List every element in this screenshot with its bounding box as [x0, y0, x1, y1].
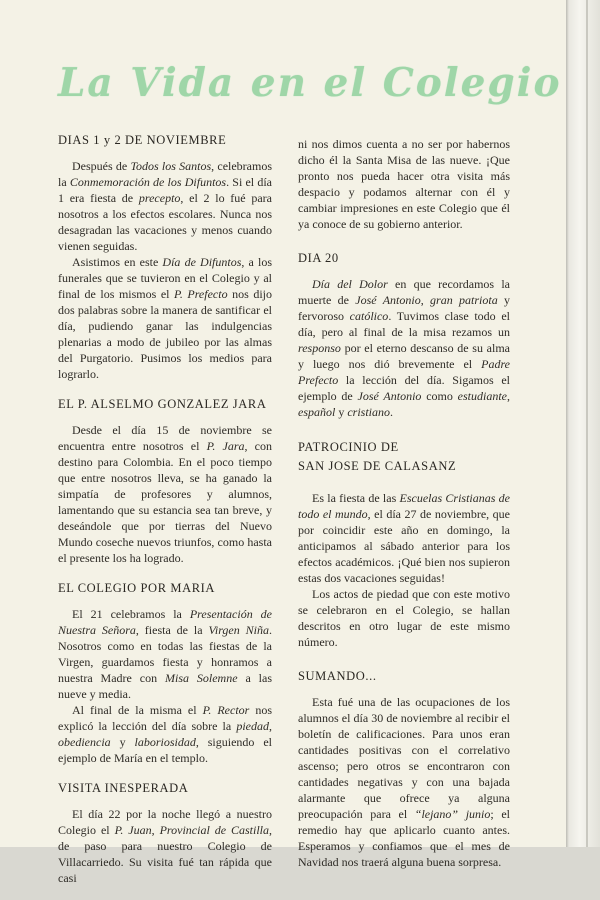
left-column	[58, 132, 272, 900]
paragraph: Al final de la misma el P. Rector nos explicó la lección del día sobre la piedad, obediencia y laboriosidad, siguiendo el ejemplo de María en el templo.	[58, 703, 273, 765]
paragraph: El día 22 por la noche llegó a nuestro Colegio el P. Juan, Provincial de Castilla, de paso para nuestro Colegio de Villacarriedo. Su visita fué tan rápida que casi	[58, 807, 273, 885]
article-section	[58, 396, 272, 566]
paragraph: Día del Dolor en que recordamos la muerte de José Antonio, gran patriota y fervoroso católico. Tuvimos clase todo el día, pero al final de la misa rezamos un responso por el eterno descanso de su alma y luego nos dió brevemente el Padre Prefecto la lección del día. Sigamos el ejemplo de José Antonio como estudiante, español y cristiano.	[298, 277, 511, 419]
page-title: La Vida en el Colegio	[58, 60, 562, 106]
section-heading: PATROCINIO DE SAN JOSE DE CALASANZ	[298, 440, 457, 473]
paragraph: Desde el día 15 de noviembre se encuentra entre nosotros el P. Jara, con destino para Colombia. En el poco tiempo que entre nosotros lleva, se ha ganado la simpatía de profesores y alumnos, lamentando que su estancia sea tan breve, y deseándole que por tierras del Nuevo Mundo coseche nuevos triunfos, como hasta el presente los ha logrado.	[58, 423, 272, 565]
article-section	[298, 438, 510, 650]
paragraph: Esta fué una de las ocupaciones de los alumnos el día 30 de noviembre al recibir el boletín de calificaciones. Para unos eran cantidades positivas con el correlativo ascenso; pero otros se encontraron con cantidades negativas y con una bajada alarmante que ofrece ya alguna preocupación para el “lejano” junio; el remedio hay que aplicarlo cuanto antes. Esperamos y confiamos que el mes de Navidad nos traerá alguna buena sorpresa.	[298, 695, 510, 869]
page-fold-line	[586, 0, 588, 847]
paragraph: Asistimos en este Día de Difuntos, a los funerales que se tuvieron en el Colegio y al final de los mismos el P. Prefecto nos dijo dos palabras sobre la manera de santificar el día, pudiendo ganar las indulgencias plenarias a modo de jubileo por las almas del Purgatorio. Pusimos los medios para lograrlo.	[58, 255, 273, 381]
next-page-edge	[566, 0, 600, 847]
paragraph: ni nos dimos cuenta a no ser por habernos dicho él la Santa Misa de las nueve. ¡Que pronto nos pueda hacer otra visita más despacio y podamos alternar con él y cambiar impresiones en este Colegio que él ya conoce de su gobierno anterior.	[298, 137, 510, 231]
article-section	[58, 580, 272, 766]
article-section	[298, 250, 510, 420]
paragraph: El 21 celebramos la Presentación de Nuestra Señora, fiesta de la Virgen Niña. Nosotros como en todas las fiestas de la Virgen, guardamos fiesta y honramos a nuestra Madre con Misa Solemne a las nueve y media.	[58, 607, 273, 701]
article-section	[58, 780, 272, 886]
section-heading: VISITA INESPERADA	[58, 781, 189, 795]
article-section	[298, 668, 510, 870]
section-heading: DIA 20	[298, 251, 339, 265]
article-continuation	[298, 136, 510, 232]
section-heading: SUMANDO...	[298, 669, 377, 683]
paragraph: Después de Todos los Santos, celebramos la Conmemoración de los Difuntos. Si el día 1 era fiesta de precepto, el 2 lo fué para nosotros a los efectos escolares. Nunca nos desagradan las vacaciones y menos cuando vienen seguidas.	[58, 159, 273, 253]
section-heading: DIAS 1 y 2 DE NOVIEMBRE	[58, 133, 227, 147]
right-column	[298, 136, 510, 888]
paragraph: Es la fiesta de las Escuelas Cristianas de todo el mundo, el día 27 de noviembre, que por coincidir este año en domingo, la anticipamos al sábado anterior para los efectos académicos. ¡Qué bien nos supieron estas dos vacaciones seguidas!	[298, 491, 510, 585]
section-heading: EL P. ALSELMO GONZALEZ JARA	[58, 397, 267, 411]
article-section	[58, 132, 272, 382]
paragraph: Los actos de piedad que con este motivo se celebraron en el Colegio, se hallan descritos en otro lugar de este mismo número.	[298, 587, 510, 649]
section-heading: EL COLEGIO POR MARIA	[58, 581, 216, 595]
